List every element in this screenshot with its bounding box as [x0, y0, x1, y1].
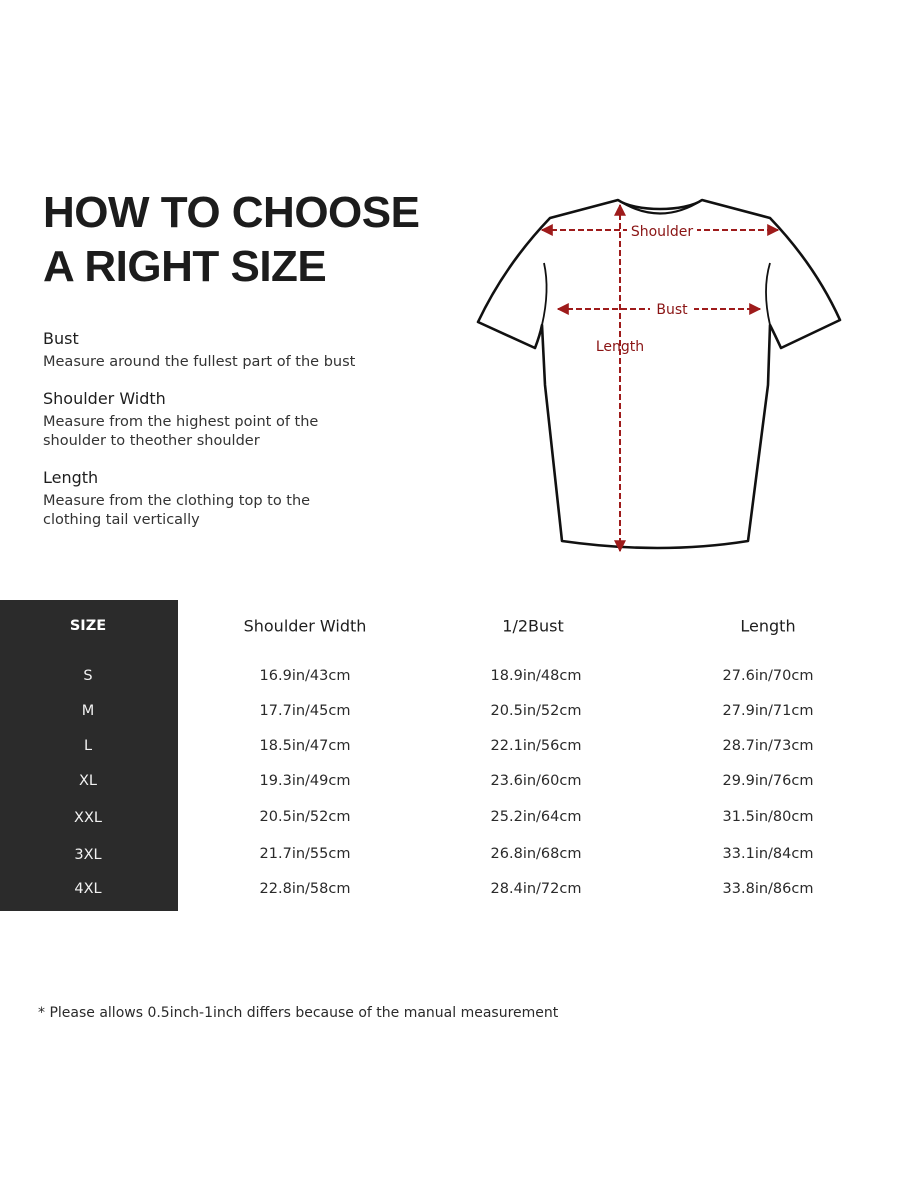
- guide-length-description: Measure from the clothing top to the clothing tail vertically: [43, 493, 311, 528]
- bust-cell: 22.1in/56cm: [490, 738, 582, 754]
- guide-length-heading: Length: [43, 468, 99, 487]
- size-cell: XL: [78, 773, 98, 789]
- shoulder-cell: 17.7in/45cm: [259, 703, 351, 719]
- guide-shoulder-description: Measure from the highest point of the shoulder to theother shoulder: [43, 414, 319, 449]
- shoulder-label: Shoulder: [630, 224, 694, 240]
- length-cell: 27.9in/71cm: [722, 703, 814, 719]
- shoulder-cell: 20.5in/52cm: [259, 809, 351, 825]
- size-cell: L: [83, 738, 93, 754]
- title-line-1: HOW TO CHOOSE: [43, 188, 420, 237]
- header-size: SIZE: [69, 618, 107, 634]
- bust-cell: 23.6in/60cm: [490, 773, 582, 789]
- size-cell: 4XL: [74, 881, 102, 897]
- measurement-note: * Please allows 0.5inch-1inch differs because of the manual measurement: [38, 1005, 559, 1021]
- bust-cell: 28.4in/72cm: [490, 881, 582, 897]
- length-label: Length: [595, 339, 645, 355]
- size-cell: XXL: [74, 810, 102, 826]
- header-half-bust: 1/2Bust: [502, 616, 564, 636]
- guide-bust: [43, 329, 433, 372]
- guide-bust-heading: Bust: [43, 329, 79, 348]
- header-length: Length: [740, 616, 796, 636]
- shoulder-cell: 22.8in/58cm: [259, 881, 351, 897]
- shoulder-cell: 16.9in/43cm: [259, 668, 351, 684]
- bust-label: Bust: [656, 302, 688, 318]
- title-line-2: A RIGHT SIZE: [43, 242, 327, 291]
- size-cell: M: [81, 703, 95, 719]
- length-cell: 33.1in/84cm: [722, 846, 814, 862]
- size-column-background: [0, 600, 178, 911]
- bust-cell: 25.2in/64cm: [490, 809, 582, 825]
- length-cell: 31.5in/80cm: [722, 809, 814, 825]
- bust-cell: 26.8in/68cm: [490, 846, 582, 862]
- bust-cell: 18.9in/48cm: [490, 668, 582, 684]
- guide-length: [43, 468, 433, 530]
- length-cell: 29.9in/76cm: [722, 773, 814, 789]
- header-shoulder-width: Shoulder Width: [243, 616, 367, 636]
- length-cell: 27.6in/70cm: [722, 668, 814, 684]
- tshirt-outline: [478, 200, 840, 548]
- shoulder-cell: 18.5in/47cm: [259, 738, 351, 754]
- shoulder-cell: 19.3in/49cm: [259, 773, 351, 789]
- tshirt-diagram: [470, 185, 850, 565]
- shoulder-cell: 21.7in/55cm: [259, 846, 351, 862]
- guide-shoulder-width: [43, 389, 433, 451]
- size-cell: S: [83, 668, 93, 684]
- length-cell: 28.7in/73cm: [722, 738, 814, 754]
- guide-bust-description: Measure around the fullest part of the bust: [43, 354, 356, 370]
- guide-shoulder-heading: Shoulder Width: [43, 389, 166, 408]
- size-cell: 3XL: [74, 847, 102, 863]
- page-title: [43, 186, 419, 294]
- length-cell: 33.8in/86cm: [722, 881, 814, 897]
- bust-cell: 20.5in/52cm: [490, 703, 582, 719]
